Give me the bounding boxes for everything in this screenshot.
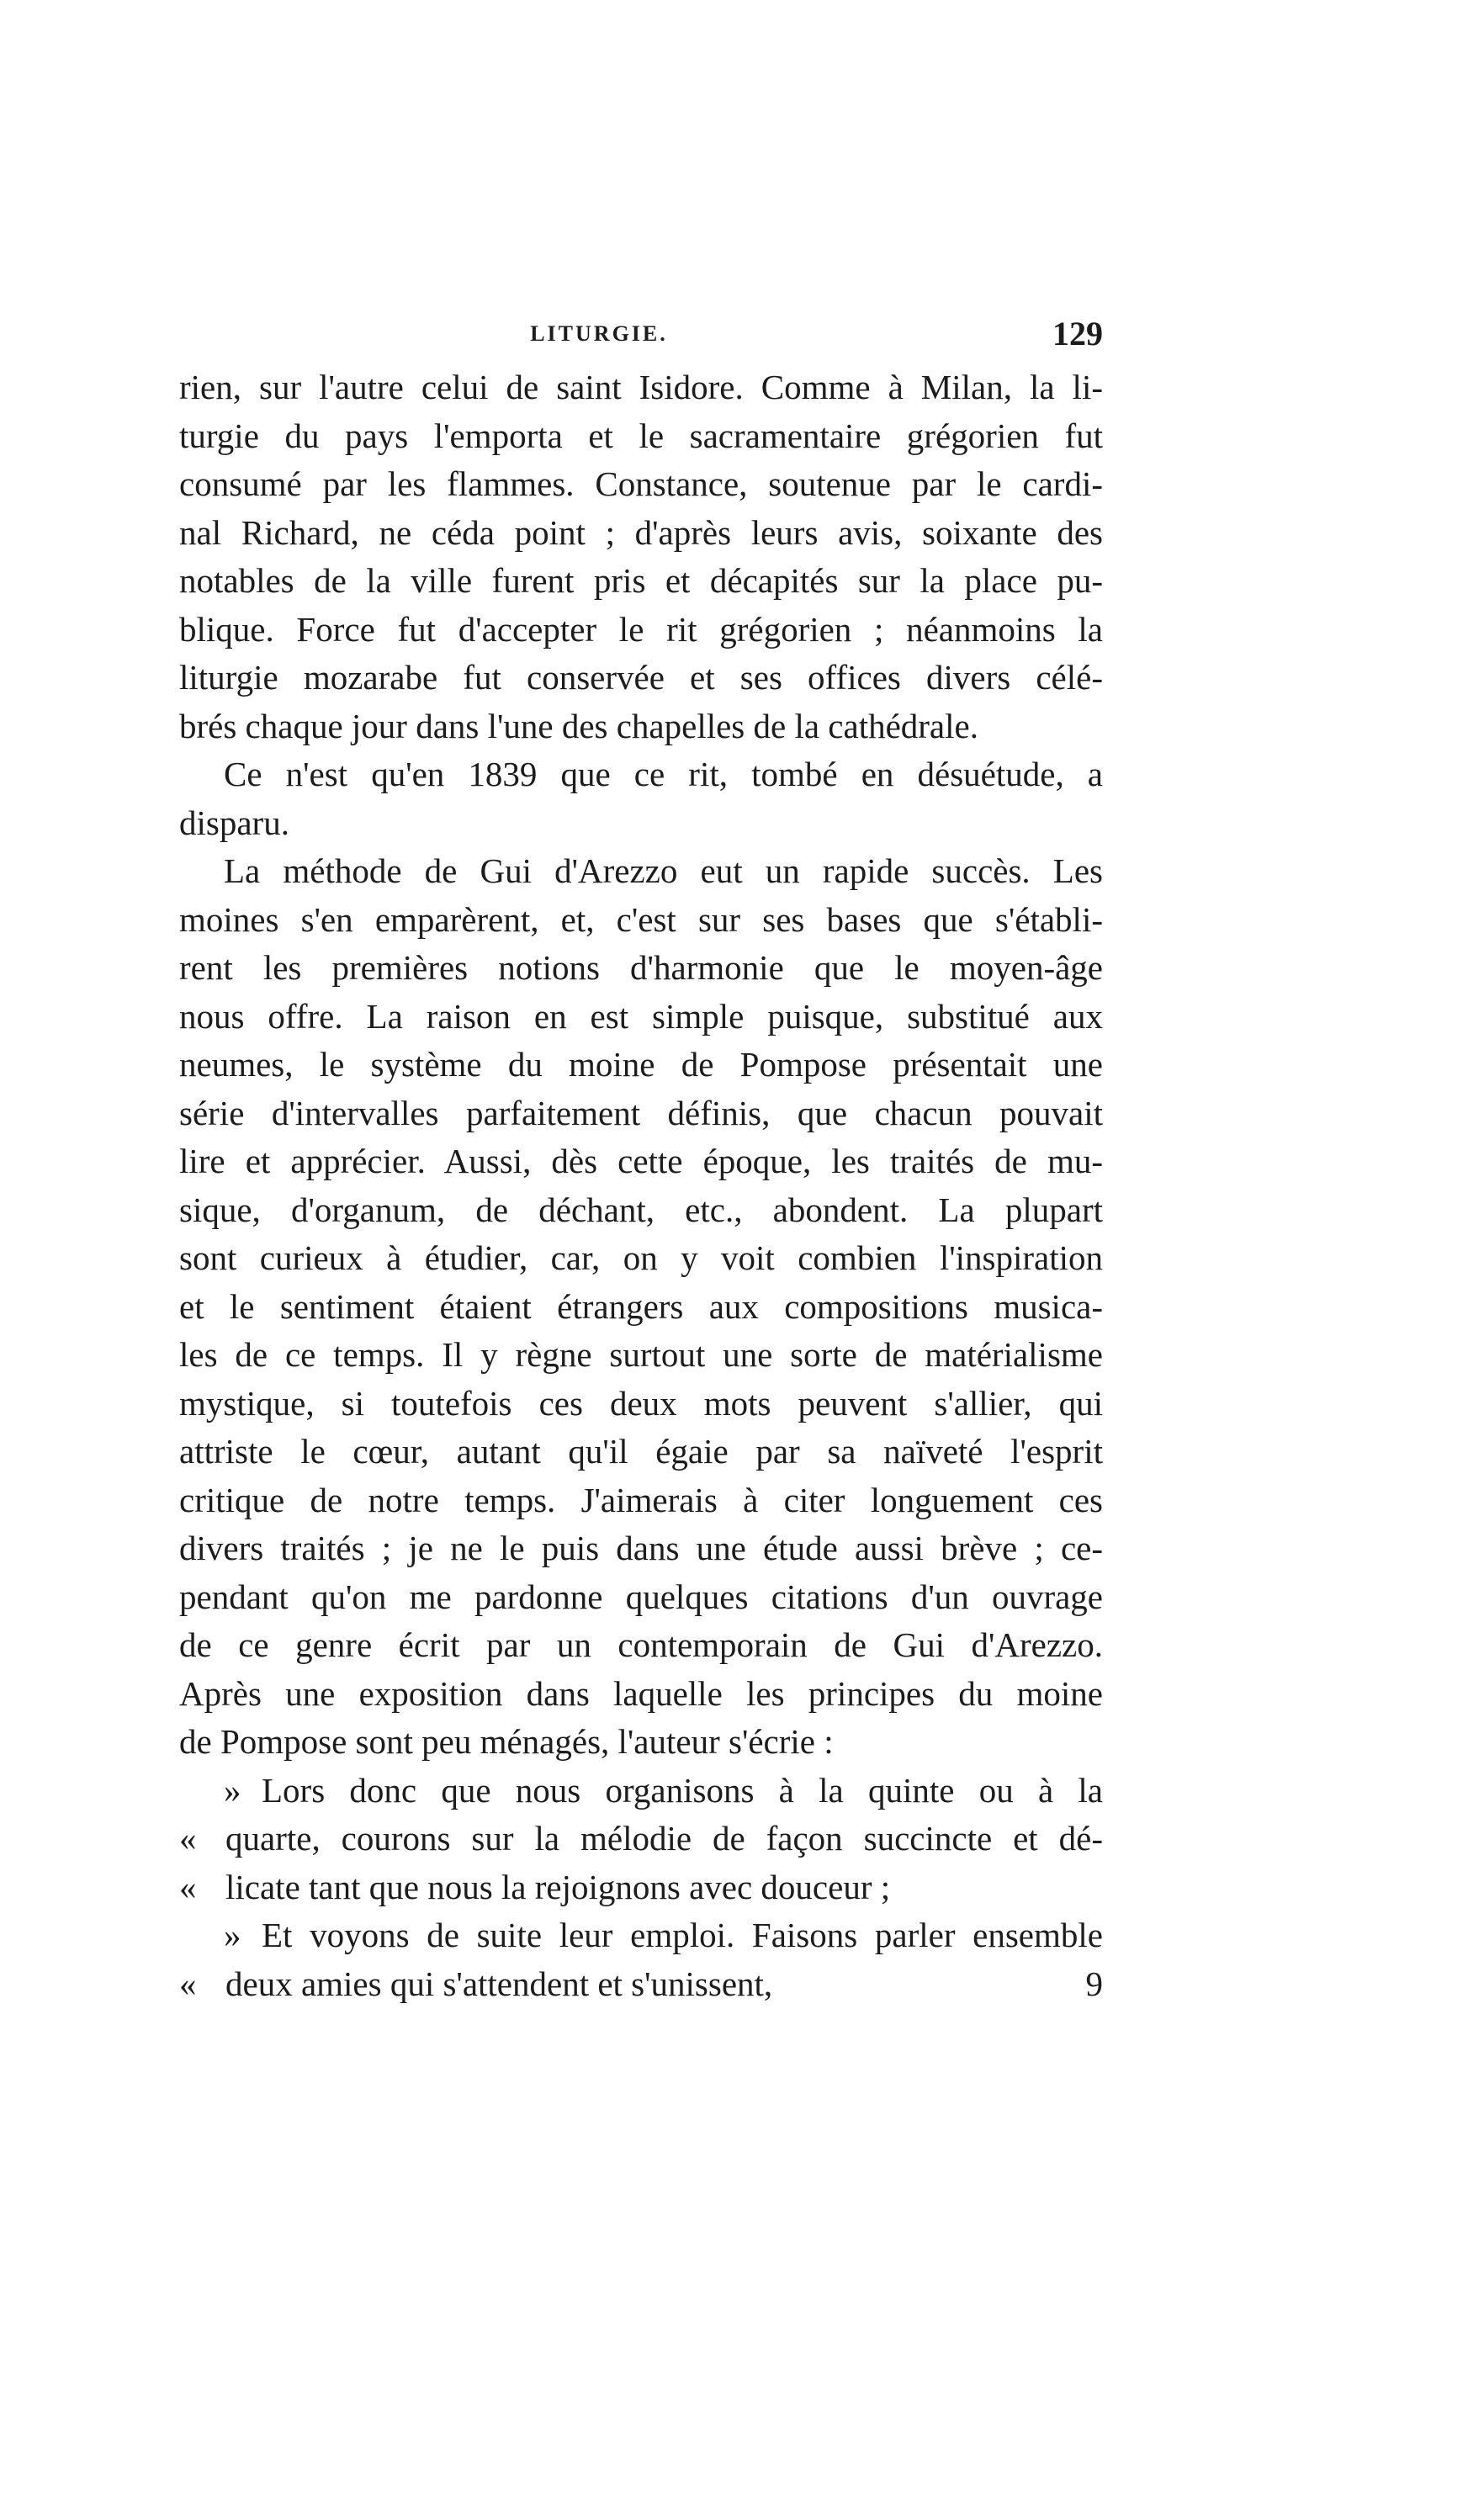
- text-line: rent les premières notions d'harmonie que le moyen-âge: [179, 948, 1103, 987]
- text-line: lire et apprécier. Aussi, dès cette époque, les traités de mu-: [179, 1142, 1103, 1180]
- text-line: sont curieux à étudier, car, on y voit combien l'inspiration: [179, 1238, 1103, 1277]
- text-line: notables de la ville furent pris et décapités sur la place pu-: [179, 561, 1103, 600]
- quote-line: [179, 1911, 1103, 1960]
- quote-line: [179, 1960, 1103, 2009]
- text-line: turgie du pays l'emporta et le sacramentaire grégorien fut: [179, 416, 1103, 455]
- body-text: [179, 363, 1103, 2008]
- quote-text: licate tant que nous la rejoignons avec douceur ;: [225, 1867, 891, 1906]
- quote-text: deux amies qui s'attendent et s'unissent,: [225, 1964, 773, 2003]
- text-line: pendant qu'on me pardonne quelques citations d'un ouvrage: [179, 1577, 1103, 1616]
- text-line: critique de notre temps. J'aimerais à citer longuement ces: [179, 1480, 1103, 1519]
- quote-line: [179, 1815, 1103, 1863]
- quote-text: Et voyons de suite leur emploi. Faisons parler ensemble: [262, 1916, 1103, 1954]
- quote-mark: «: [179, 1819, 197, 1858]
- quote-mark: «: [179, 1867, 197, 1906]
- text-line: divers traités ; je ne le puis dans une étude aussi brève ; ce-: [179, 1529, 1103, 1567]
- text-line: les de ce temps. Il y règne surtout une sorte de matérialisme: [179, 1335, 1103, 1374]
- text-line: blique. Force fut d'accepter le rit grégorien ; néanmoins la: [179, 609, 1103, 649]
- quote-mark: «: [179, 1964, 197, 2003]
- text-line: de Pompose sont peu ménagés, l'auteur s'écrie :: [179, 1722, 834, 1761]
- text-line: mystique, si toutefois ces deux mots peuvent s'allier, qui: [179, 1383, 1103, 1423]
- text-line: consumé par les flammes. Constance, soutenue par le cardi-: [179, 464, 1103, 503]
- running-head: [179, 313, 1103, 355]
- text-line: neumes, le système du moine de Pompose présentait une: [179, 1045, 1103, 1084]
- quote-line: [179, 1863, 1103, 1912]
- text-line: rien, sur l'autre celui de saint Isidore. Comme à Milan, la li-: [179, 368, 1103, 406]
- quote-line: [179, 1767, 1103, 1816]
- quote-mark: »: [224, 1916, 241, 1954]
- text-line: série d'intervalles parfaitement définis, que chacun pouvait: [179, 1093, 1103, 1132]
- text-line: et le sentiment étaient étrangers aux compositions musica-: [179, 1286, 1103, 1326]
- text-line: disparu.: [179, 803, 289, 842]
- quote-mark: »: [224, 1770, 241, 1810]
- text-line: moines s'en emparèrent, et, c'est sur ses bases que s'établi-: [179, 899, 1103, 939]
- text-line: attriste le cœur, autant qu'il égaie par sa naïveté l'esprit: [179, 1432, 1103, 1471]
- text-line: sique, d'organum, de déchant, etc., abondent. La plupart: [179, 1190, 1103, 1229]
- signature-mark: 9: [1085, 1964, 1103, 2003]
- text-line: nous offre. La raison en est simple puisque, substitué aux: [179, 996, 1103, 1036]
- text-line: de ce genre écrit par un contemporain de Gui d'Arezzo.: [179, 1625, 1103, 1664]
- paragraph-start-line: Ce n'est qu'en 1839 que ce rit, tombé en désuétude, a: [224, 755, 1103, 793]
- quote-text: Lors donc que nous organisons à la quinte ou à la: [262, 1770, 1103, 1810]
- quote-text: quarte, courons sur la mélodie de façon succincte et dé-: [225, 1819, 1103, 1858]
- page-number: 129: [1052, 315, 1103, 353]
- text-line: nal Richard, ne céda point ; d'après leurs avis, soixante des: [179, 512, 1103, 552]
- running-title: LITURGIE.: [530, 321, 668, 346]
- text-line: Après une exposition dans laquelle les principes du moine: [179, 1673, 1103, 1713]
- paragraph-start-line: La méthode de Gui d'Arezzo eut un rapide succès. Les: [224, 851, 1103, 890]
- text-line: brés chaque jour dans l'une des chapelles de la cathédrale.: [179, 706, 978, 745]
- text-line: liturgie mozarabe fut conservée et ses offices divers célé-: [179, 658, 1103, 697]
